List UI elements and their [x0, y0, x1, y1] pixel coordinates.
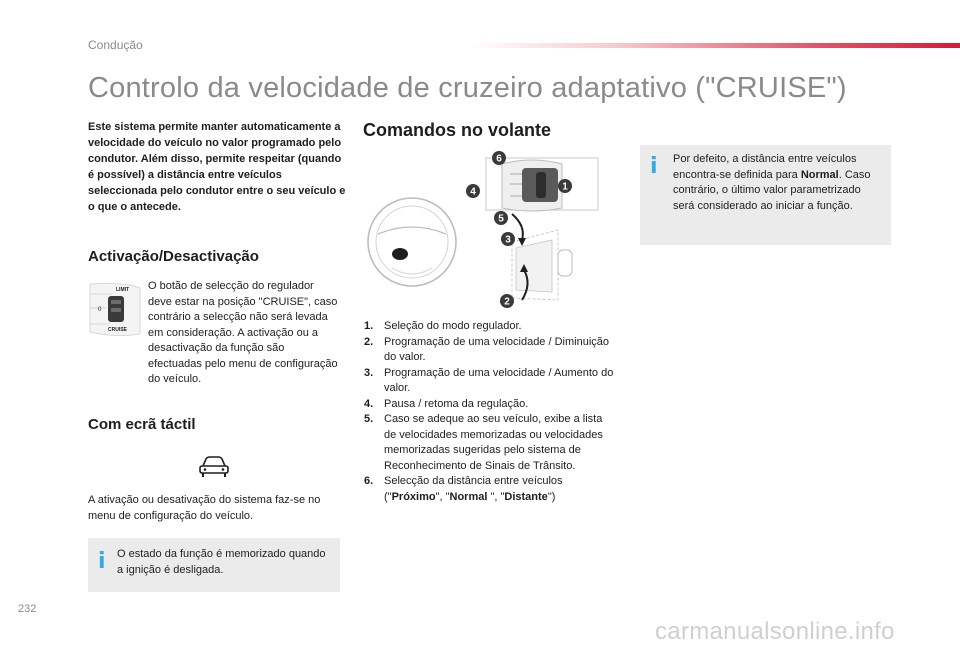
callout-6 — [492, 151, 506, 165]
cruise-selector-illustration — [86, 280, 142, 338]
svg-text:6: 6 — [496, 153, 502, 165]
info-memory-text: O estado da função é memorizado quando a ignição é desligada. — [117, 548, 326, 576]
info-default-distance-text: Por defeito, a distância entre veículos encontra-se definida para Normal. Caso contrário, o último valor parametrizado será considerado ao iniciar a função. — [673, 153, 871, 212]
page-title: Controlo da velocidade de cruzeiro adaptativo ("CRUISE") — [88, 72, 847, 104]
svg-text:3: 3 — [505, 234, 511, 246]
intro-paragraph: Este sistema permite manter automaticamente a velocidade do veículo no valor programado pelo condutor. Além disso, permite respeitar (quando é possível) a distância entre veículos seleccionada pelo condutor entre o seu veículo e o que o antecede. — [88, 121, 346, 213]
svg-text:4: 4 — [470, 186, 476, 198]
watermark: carmanualsonline.info — [655, 618, 895, 645]
activation-text: O botão de selecção do regulador deve estar na posição "CRUISE", caso contrário a selecção não será levada em consideração. A activação ou a desactivação da função são efectuadas pelo menu de configuração do veículo. — [148, 280, 338, 385]
list-item: 6. Selecção da distância entre veículos ("Próximo", "Normal ", "Distante") — [364, 475, 563, 503]
info-icon: i — [98, 549, 106, 574]
list-item: 3. Programação de uma velocidade / Aumento do valor. — [364, 366, 614, 394]
selector-cruise-label: CRUISE — [108, 327, 127, 333]
list-item: 4. Pausa / retoma da regulação. — [364, 397, 529, 410]
list-item: 5. Caso se adeque ao seu veículo, exibe a lista de velocidades memorizadas ou velocidades memorizadas sugeridas pelo sistema de Reconhecimento de Sinais de Trânsito. — [364, 413, 603, 472]
callout-5 — [494, 211, 508, 225]
car-icon — [197, 456, 231, 478]
list-item: 2. Programação de uma velocidade / Diminuição do valor. — [364, 335, 610, 363]
selector-zero-label: 0 — [98, 307, 102, 313]
info-box-default-distance — [640, 145, 891, 245]
page-number: 232 — [18, 603, 37, 615]
touchscreen-text: A ativação ou desativação do sistema faz-se no menu de configuração do veículo. — [88, 494, 321, 522]
activation-heading: Activação/Desactivação — [88, 248, 259, 265]
touchscreen-heading: Com ecrã táctil — [88, 416, 196, 433]
info-icon: i — [650, 154, 658, 179]
svg-text:5: 5 — [498, 213, 504, 225]
steering-wheel-controls-illustration — [362, 150, 626, 310]
commands-list — [364, 319, 614, 505]
info-box-memory — [88, 538, 340, 592]
callout-2 — [500, 294, 514, 308]
section-label: Condução — [88, 38, 143, 52]
callout-3 — [501, 232, 515, 246]
list-item: 1. Seleção do modo regulador. — [364, 320, 522, 332]
commands-heading: Comandos no volante — [363, 120, 552, 140]
callout-4 — [466, 184, 480, 198]
svg-text:1: 1 — [562, 181, 568, 193]
header-accent-bar — [470, 43, 960, 48]
svg-text:2: 2 — [504, 296, 510, 308]
selector-limit-label: LIMIT — [116, 287, 130, 293]
callout-1 — [558, 179, 572, 193]
